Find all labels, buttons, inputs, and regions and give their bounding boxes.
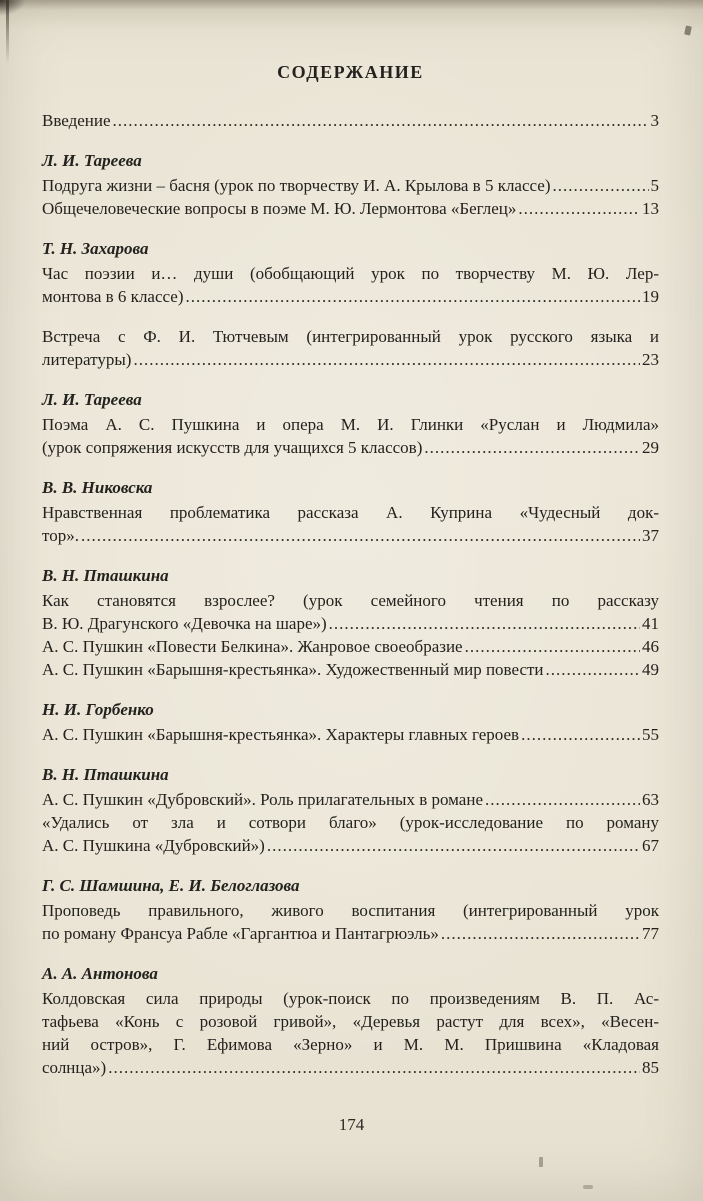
toc-entry-line-last [42,197,659,220]
toc-entry-line-last [42,612,659,635]
entry-page-number: 63 [642,790,659,809]
entry-text: А. С. Пушкин «Повести Белкина». Жанровое своеобразие [42,637,463,656]
dot-leader [108,1056,640,1079]
toc-entry-line [42,1010,659,1033]
author-heading: Н. И. Горбенко [42,700,154,719]
entry-text: Колдовская сила природы (урок-поиск по произведениям В. П. Ас- [42,989,659,1008]
entry-page-number: 67 [642,836,659,855]
toc-entry [42,589,659,635]
entry-page-number: 41 [642,614,659,633]
dot-leader [546,658,640,681]
toc-entry-line-last [42,922,659,945]
toc-section [42,763,659,857]
entry-page-number: 49 [642,660,659,679]
toc-entry-line [42,589,659,612]
toc-section [42,149,659,220]
author-heading: Г. С. Шамшина, Е. И. Белоглазова [42,876,300,895]
scan-artifact-left-edge [6,0,9,64]
entry-page-number: 3 [650,111,659,130]
entry-page-number: 13 [642,199,659,218]
entry-text: монтова в 6 классе) [42,287,184,306]
toc-section [42,109,659,132]
author-heading: Л. И. Тареева [42,151,142,170]
toc-entry-line [42,325,659,348]
entry-text: Нравственная проблематика рассказа А. Куприна «Чудесный док- [42,503,659,522]
dot-leader [552,174,648,197]
toc-entry-line-last [42,723,659,746]
dot-leader [424,436,640,459]
entry-page-number: 19 [642,287,659,306]
entry-text: по роману Франсуа Рабле «Гаргантюа и Пантагрюэль» [42,924,439,943]
toc-entry [42,788,659,811]
toc-entry-line-last [42,436,659,459]
toc-entry-line-last [42,285,659,308]
entry-text: А. С. Пушкин «Барышня-крестьянка». Характеры главных героев [42,725,520,744]
dot-leader [329,612,640,635]
toc-entry [42,501,659,547]
toc-entry-line [42,1033,659,1056]
scan-artifact-speck [539,1157,543,1167]
toc-section [42,698,659,746]
toc-section [42,564,659,681]
toc-section [42,962,659,1079]
toc-entry-line-last [42,1056,659,1079]
toc-entry [42,197,659,220]
toc-entry [42,635,659,658]
entry-page-number: 29 [642,438,659,457]
author-heading: Т. Н. Захарова [42,239,149,258]
toc-section [42,874,659,945]
folio-page-number: 174 [338,1115,365,1134]
toc-entry [42,262,659,308]
dot-leader [267,834,640,857]
entry-page-number: 46 [642,637,659,656]
toc-section [42,237,659,308]
toc-entry-line [42,811,659,834]
entry-text: Подруга жизни – басня (урок по творчеству И. А. Крылова в 5 классе) [42,176,551,195]
toc-entry [42,325,659,371]
toc-entry-line [42,987,659,1010]
toc-entry-line-last [42,348,659,371]
author-heading: В. Н. Пташкина [42,765,169,784]
scan-artifact-speck [583,1185,593,1189]
toc-entry [42,899,659,945]
toc-entry-line [42,262,659,285]
toc-entry-line-last [42,834,659,857]
entry-page-number: 77 [642,924,659,943]
entry-text: тафьева «Конь с розовой гривой», «Деревья растут для всех», «Весен- [42,1012,659,1031]
dot-leader [465,635,640,658]
entry-text: Поэма А. С. Пушкина и опера М. И. Глинки «Руслан и Людмила» [42,415,659,434]
toc-entry-line [42,899,659,922]
toc-entry [42,413,659,459]
entry-text: А. С. Пушкина «Дубровский») [42,836,265,855]
toc-entry [42,174,659,197]
toc-entry-line-last [42,174,659,197]
dot-leader [521,723,640,746]
dot-leader [81,524,640,547]
entry-page-number: 37 [642,526,659,545]
toc-entry [42,987,659,1079]
dot-leader [113,109,649,132]
dot-leader [518,197,640,220]
toc-section [42,325,659,371]
scan-artifact-corner [0,0,26,16]
toc-entry [42,109,659,132]
dot-leader [185,285,640,308]
scan-artifact-speck [684,25,692,35]
toc-entry-line [42,501,659,524]
toc-entries [42,109,659,1079]
entry-text: литературы) [42,350,132,369]
entry-text: (урок сопряжения искусств для учащихся 5 классов) [42,438,423,457]
toc-entry [42,658,659,681]
dot-leader [485,788,640,811]
entry-text: Проповедь правильного, живого воспитания (интегрированный урок [42,901,659,920]
entry-text: Встреча с Ф. И. Тютчевым (интегрированный урок русского языка и [42,327,659,346]
entry-text: «Удались от зла и сотвори благо» (урок-исследование по роману [42,813,659,832]
entry-text: Введение [42,111,111,130]
entry-text: Как становятся взрослее? (урок семейного чтения по рассказу [42,591,659,610]
toc-content [42,62,659,1079]
entry-page-number: 55 [642,725,659,744]
entry-page-number: 85 [642,1058,659,1077]
toc-entry-line-last [42,635,659,658]
dot-leader [441,922,640,945]
toc-entry-line-last [42,524,659,547]
entry-text: А. С. Пушкин «Дубровский». Роль прилагательных в романе [42,790,483,809]
toc-entry-line-last [42,109,659,132]
entry-text: В. Ю. Драгунского «Девочка на шаре») [42,614,327,633]
entry-text: ний остров», Г. Ефимова «Зерно» и М. М. Пришвина «Кладовая [42,1035,659,1054]
entry-text: Час поэзии и… души (обобщающий урок по творчеству М. Ю. Лер- [42,264,659,283]
toc-entry-line-last [42,788,659,811]
toc-section [42,388,659,459]
toc-entry [42,811,659,857]
entry-text: солнца») [42,1058,107,1077]
entry-text: Общечеловеческие вопросы в поэме М. Ю. Лермонтова «Беглец» [42,199,517,218]
toc-entry-line-last [42,658,659,681]
dot-leader [133,348,640,371]
entry-text: тор». [42,526,79,545]
toc-entry [42,723,659,746]
author-heading: В. В. Никовска [42,478,153,497]
author-heading: В. Н. Пташкина [42,566,169,585]
entry-page-number: 23 [642,350,659,369]
scan-edge-shadow [0,0,703,10]
entry-text: А. С. Пушкин «Барышня-крестьянка». Художественный мир повести [42,660,544,679]
author-heading: А. А. Антонова [42,964,158,983]
toc-section [42,476,659,547]
page-title: СОДЕРЖАНИЕ [277,62,424,82]
author-heading: Л. И. Тареева [42,390,142,409]
entry-page-number: 5 [650,176,659,195]
toc-entry-line [42,413,659,436]
